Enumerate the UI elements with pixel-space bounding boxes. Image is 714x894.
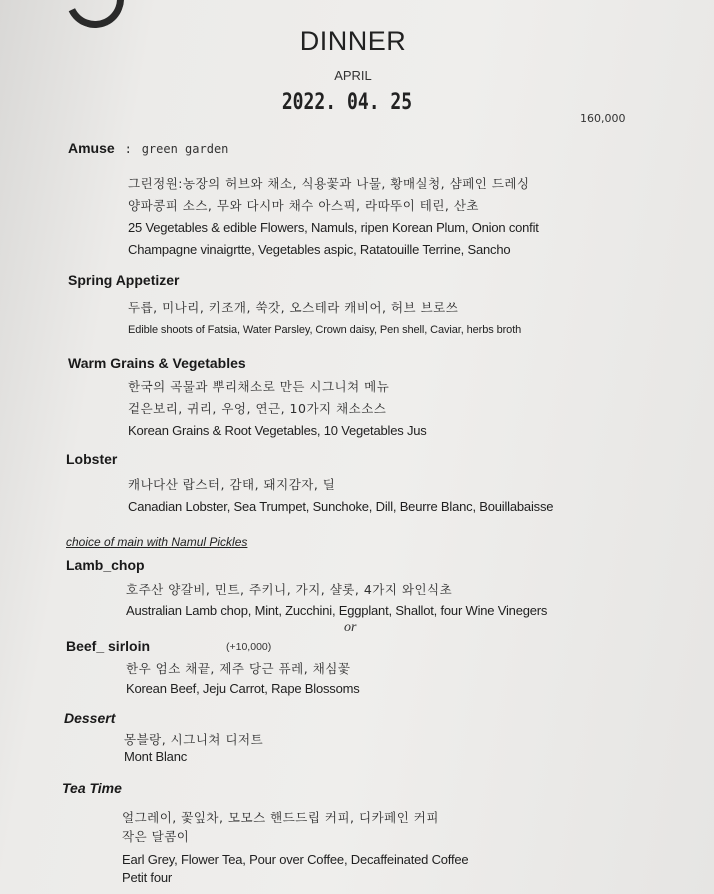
lobster-english-line-1: Canadian Lobster, Sea Trumpet, Sunchoke, Dill, Beurre Blanc, Bouillabaisse — [128, 499, 554, 514]
lamb-chop-korean-line-1: 호주산 양갈비, 민트, 주키니, 가지, 샬롯, 4가지 와인식초 — [126, 582, 453, 597]
course-lamb-chop: Lamb_chop — [66, 557, 145, 573]
lobster-korean-line-1: 캐나다산 랍스터, 감태, 돼지감자, 딜 — [128, 477, 336, 492]
tea-time-english-line-2: Petit four — [122, 870, 173, 885]
course-dessert: Dessert — [64, 710, 116, 726]
main-or-divider: or — [344, 620, 357, 635]
course-warm-grains: Warm Grains & Vegetables — [68, 355, 246, 371]
warm-grains-korean-line-1: 한국의 곡물과 뿌리채소로 만든 시그니쳐 메뉴 — [128, 379, 390, 394]
course-spring-appetizer: Spring Appetizer — [68, 272, 180, 288]
course-amuse-subtitle: green garden — [141, 142, 229, 156]
spring-appetizer-english-line-1: Edible shoots of Fatsia, Water Parsley, Crown daisy, Pen shell, Caviar, herbs broth — [128, 324, 522, 336]
tea-time-korean-line-2: 작은 달콤이 — [122, 829, 190, 844]
course-beef-sirloin: Beef_ sirloin — [66, 638, 151, 654]
course-amuse — [68, 140, 228, 156]
beef-sirloin-english-line-1: Korean Beef, Jeju Carrot, Rape Blossoms — [126, 681, 360, 696]
menu-date: 2022. 04. 25 — [281, 90, 413, 115]
amuse-english-line-2: Champagne vinaigrtte, Vegetables aspic, Ratatouille Terrine, Sancho — [128, 242, 511, 257]
warm-grains-korean-line-2: 겉은보리, 귀리, 우엉, 연근, 10가지 채소소스 — [128, 401, 387, 416]
main-choice-note: choice of main with Namul Pickles — [66, 535, 248, 549]
course-tea-time: Tea Time — [62, 780, 122, 796]
lamb-chop-english-line-1: Australian Lamb chop, Mint, Zucchini, Eggplant, Shallot, four Wine Vinegers — [126, 603, 548, 618]
menu-price: 160,000 — [580, 112, 626, 125]
spring-appetizer-korean-line-1: 두릅, 미나리, 키조개, 쑥갓, 오스테라 캐비어, 허브 브로쓰 — [128, 300, 459, 315]
tea-time-english-line-1: Earl Grey, Flower Tea, Pour over Coffee, Decaffeinated Coffee — [122, 852, 469, 867]
warm-grains-english-line-1: Korean Grains & Root Vegetables, 10 Vegetables Jus — [128, 423, 427, 438]
dessert-english-line-1: Mont Blanc — [124, 749, 188, 764]
course-amuse-label: Amuse — [68, 140, 115, 156]
beef-sirloin-surcharge: (+10,000) — [226, 641, 272, 653]
dessert-korean-line-1: 몽블랑, 시그니쳐 디저트 — [124, 732, 264, 747]
menu-title: DINNER — [299, 26, 407, 56]
tea-time-korean-line-1: 얼그레이, 꽃잎차, 모모스 핸드드립 커피, 디카페인 커피 — [122, 810, 439, 825]
amuse-korean-line-2: 양파콩피 소스, 무와 다시마 채수 아스픽, 라따뚜이 테린, 산초 — [128, 198, 480, 213]
menu-month: APRIL — [334, 68, 372, 83]
amuse-korean-line-1: 그린정원:농장의 허브와 채소, 식용꽃과 나물, 황매실청, 샴페인 드레싱 — [128, 176, 530, 191]
amuse-english-line-1: 25 Vegetables & edible Flowers, Namuls, ripen Korean Plum, Onion confit — [128, 220, 539, 235]
course-amuse-separator: : — [124, 142, 132, 156]
beef-sirloin-korean-line-1: 한우 엄소 채끝, 제주 당근 퓨레, 채심꽃 — [126, 661, 351, 676]
course-lobster: Lobster — [66, 451, 118, 467]
